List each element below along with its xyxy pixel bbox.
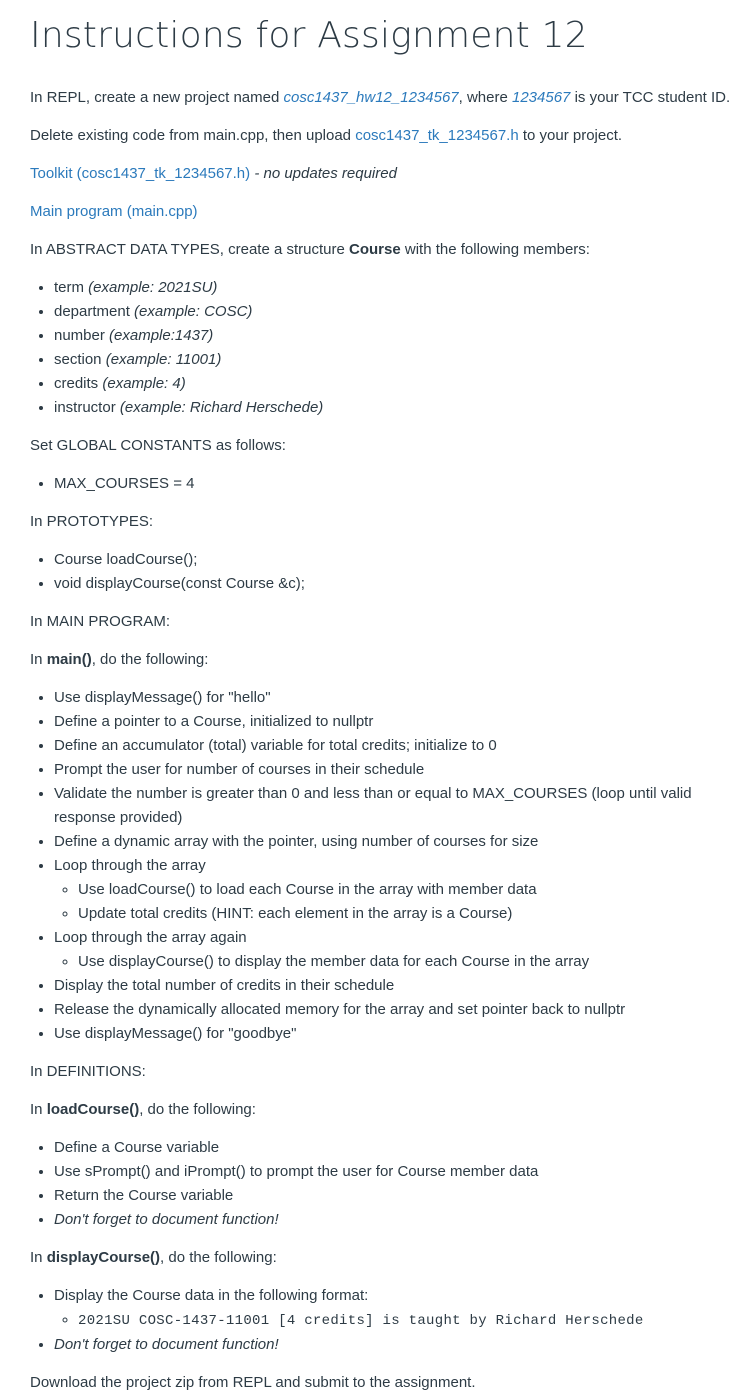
list-item: • number (example:1437) [54, 324, 740, 348]
project-name-text: cosc1437_hw12_1234567 [283, 89, 459, 106]
list-item: • Don't forget to document function! [54, 1333, 740, 1357]
list-item: • Define an accumulator (total) variable for total credits; initialize to 0 [54, 734, 740, 758]
closing-paragraph: Download the project zip from REPL and submit to the assignment. [30, 1374, 476, 1391]
list-item: • Define a pointer to a Course, initialized to nullptr [54, 710, 740, 734]
list-item: • credits (example: 4) [54, 372, 740, 396]
main-function-lead: In main(), do the following: [30, 651, 209, 668]
toolkit-heading: Toolkit (cosc1437_tk_1234567.h) - no updates required [30, 165, 397, 182]
list-item: ◦ Use loadCourse() to load each Course in the array with member data [78, 878, 740, 902]
list-item: ◦ Use displayCourse() to display the member data for each Course in the array [78, 950, 740, 974]
intro-project-paragraph: In REPL, create a new project named cosc1437_hw12_1234567, where 1234567 is your TCC student ID. [30, 89, 731, 106]
display-course-lead: In displayCourse(), do the following: [30, 1249, 277, 1266]
toolkit-file-link[interactable]: cosc1437_tk_1234567.h [355, 127, 519, 144]
intro-upload-paragraph: Delete existing code from main.cpp, then upload cosc1437_tk_1234567.h to your project. [30, 127, 623, 144]
list-item: • Prompt the user for number of courses in their schedule [54, 758, 740, 782]
main-program-lead: In MAIN PROGRAM: [30, 613, 171, 630]
list-item: • Define a Course variable [54, 1136, 740, 1160]
list-item: • Don't forget to document function! [54, 1208, 740, 1232]
list-item [78, 1308, 740, 1333]
constants-list [30, 472, 740, 496]
prototypes-list [30, 548, 740, 596]
list-item: • instructor (example: Richard Herschede) [54, 396, 740, 420]
load-course-lead: In loadCourse(), do the following: [30, 1101, 256, 1118]
list-item: • Use sPrompt() and iPrompt() to prompt the user for Course member data [54, 1160, 740, 1184]
format-sublist [54, 1308, 740, 1333]
student-id-text: 1234567 [512, 89, 571, 106]
course-members-list [30, 276, 740, 420]
loop2-sublist [54, 950, 740, 974]
load-course-steps [30, 1136, 740, 1232]
list-item: ◦ Update total credits (HINT: each element in the array is a Course) [78, 902, 740, 926]
list-item: • Validate the number is greater than 0 and less than or equal to MAX_COURSES (loop until valid response provided) [54, 782, 740, 830]
main-program-link[interactable]: Main program (main.cpp) [30, 203, 198, 220]
format-example: 2021SU COSC-1437-11001 [4 credits] is taught by Richard Herschede [78, 1313, 644, 1329]
list-item: • Define a dynamic array with the pointer, using number of courses for size [54, 830, 740, 854]
list-item: • Return the Course variable [54, 1184, 740, 1208]
page-title: Instructions for Assignment 12 [30, 15, 588, 56]
list-item: • Display the Course data in the following format: ◦ 2021SU COSC-1437-11001 [4 credits] is taught by Richard Herschede [54, 1284, 740, 1333]
list-item: • Loop through the array again ◦ Use displayCourse() to display the member data for each Course in the array [54, 926, 740, 974]
list-item: • Loop through the array ◦ Use loadCourse() to load each Course in the array with member data ◦ Update total credits (HINT: each element in the array is a Course) [54, 854, 740, 926]
display-course-steps [30, 1284, 740, 1357]
list-item: • void displayCourse(const Course &c); [54, 572, 740, 596]
adt-lead: In ABSTRACT DATA TYPES, create a structure Course with the following members: [30, 241, 590, 258]
list-item: • section (example: 11001) [54, 348, 740, 372]
list-item: • Use displayMessage() for "goodbye" [54, 1022, 740, 1046]
loop1-sublist [54, 878, 740, 926]
list-item: • Display the total number of credits in their schedule [54, 974, 740, 998]
prototypes-lead: In PROTOTYPES: [30, 513, 154, 530]
list-item: • Course loadCourse(); [54, 548, 740, 572]
list-item: • Release the dynamically allocated memory for the array and set pointer back to nullptr [54, 998, 740, 1022]
toolkit-heading-link[interactable]: Toolkit (cosc1437_tk_1234567.h) [30, 165, 251, 182]
constants-lead: Set GLOBAL CONSTANTS as follows: [30, 437, 286, 454]
list-item: • MAX_COURSES = 4 [54, 472, 740, 496]
list-item: • department (example: COSC) [54, 300, 740, 324]
main-steps-list [30, 686, 740, 1046]
definitions-lead: In DEFINITIONS: [30, 1063, 146, 1080]
main-program-heading [30, 200, 740, 224]
list-item: • Use displayMessage() for "hello" [54, 686, 740, 710]
list-item: • term (example: 2021SU) [54, 276, 740, 300]
